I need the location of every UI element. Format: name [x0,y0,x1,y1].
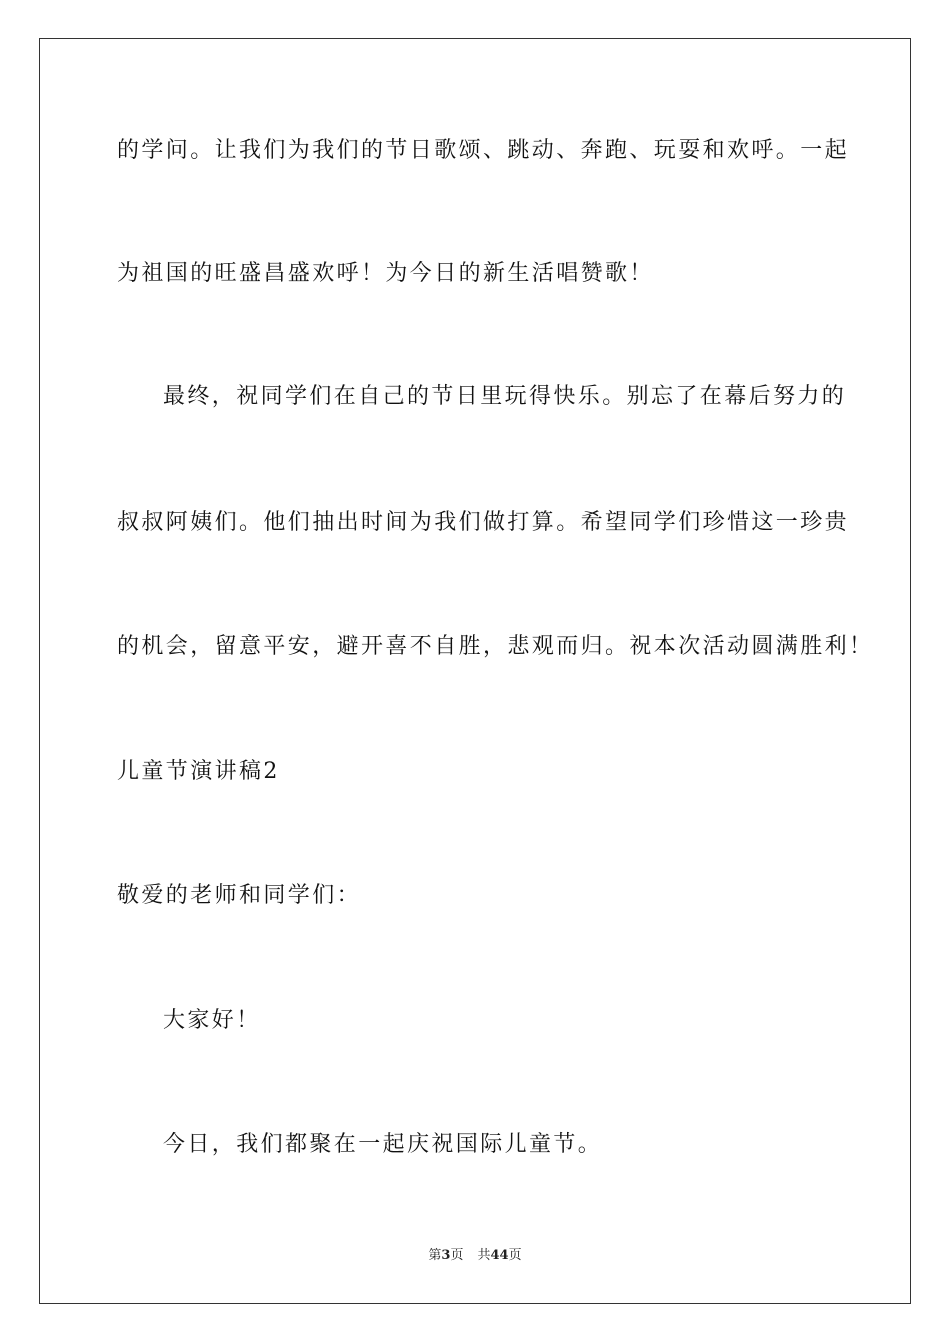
page-footer [0,1247,950,1265]
text-line-5: 的机会，留意平安，避开喜不自胜，悲观而归。祝本次活动圆满胜利！ [117,634,874,659]
text-line-9: 今日，我们都聚在一起庆祝国际儿童节。 [163,1132,603,1157]
total-prefix: 共 [477,1248,491,1263]
text-line-4: 叔叔阿姨们。他们抽出时间为我们做打算。希望同学们珍惜这一珍贵 [117,510,850,535]
text-line-1: 的学问。让我们为我们的节日歌颂、跳动、奔跑、玩耍和欢呼。一起 [117,138,850,163]
page-suffix: 页 [450,1248,464,1263]
salutation: 敬爱的老师和同学们： [117,883,362,908]
page-border [39,38,911,1304]
text-line-3: 最终，祝同学们在自己的节日里玩得快乐。别忘了在幕后努力的 [163,384,847,409]
total-suffix: 页 [508,1248,522,1263]
section-heading: 儿童节演讲稿2 [117,759,280,784]
page-number: 3 [441,1248,451,1263]
total-pages: 44 [490,1248,509,1263]
greeting: 大家好！ [163,1008,261,1033]
text-line-2: 为祖国的旺盛昌盛欢呼！为今日的新生活唱赞歌！ [117,261,654,286]
page-prefix: 第 [428,1248,442,1263]
